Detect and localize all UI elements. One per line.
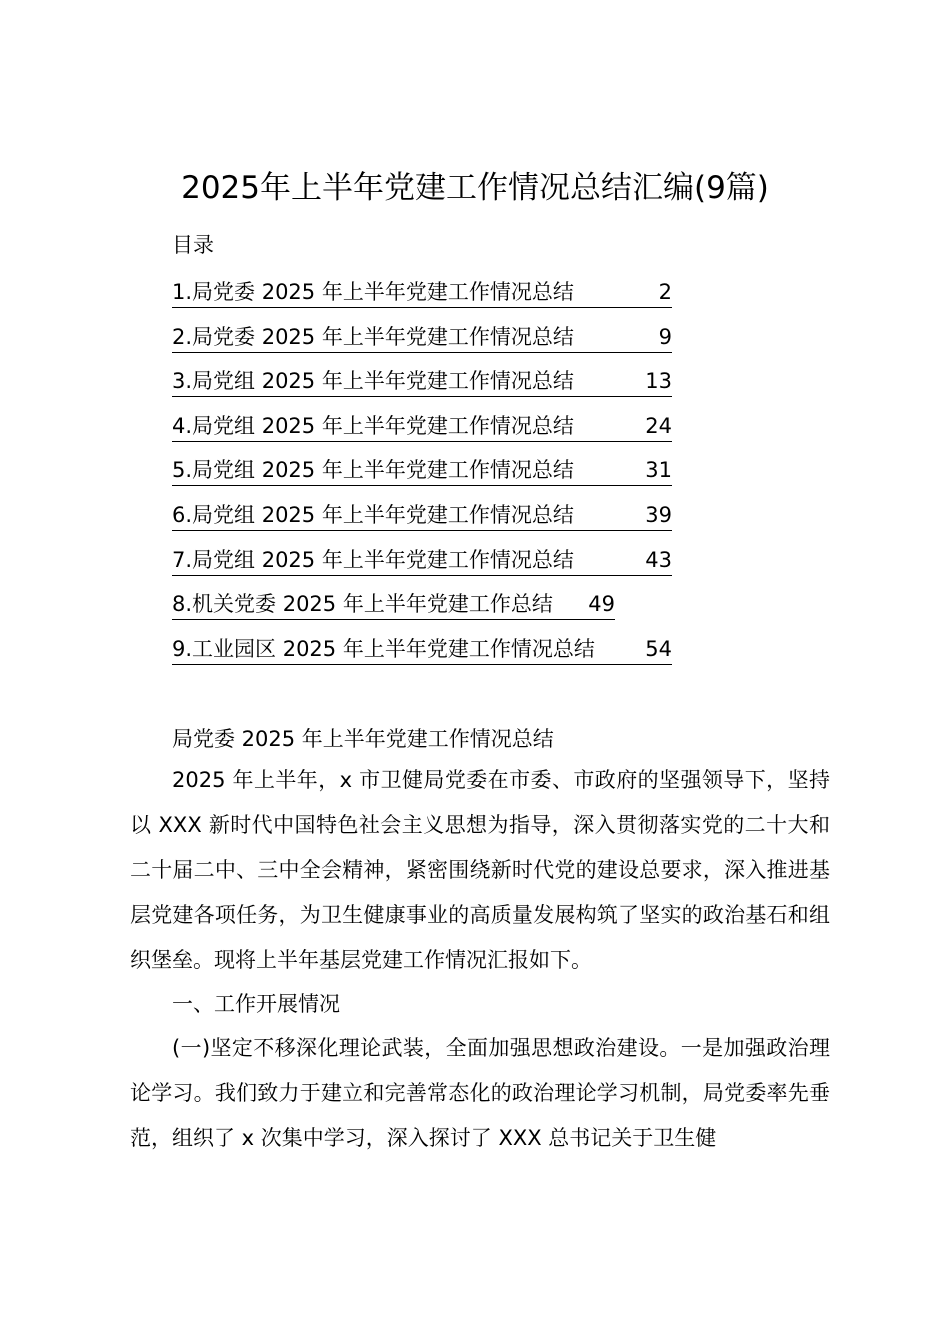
toc-entry-7: [172, 544, 672, 589]
toc-entry-page: 39: [645, 502, 672, 527]
body-paragraph-2: (一)坚定不移深化理论武装，全面加强思想政治建设。一是加强政治理论学习。我们致力于建立和完善常态化的政治理论学习机制，局党委率先垂范，组织了 x 次集中学习，深入探讨了 XXX 总书记关于卫生健: [130, 1036, 830, 1150]
toc-entry-page: 49: [588, 592, 615, 617]
toc-entry-9: [172, 633, 672, 678]
toc-entry-8: [172, 588, 672, 633]
toc-link-2[interactable]: [172, 322, 672, 353]
toc-link-7[interactable]: [172, 545, 672, 576]
toc-entry-title: 8.机关党委 2025 年上半年党建工作总结: [172, 592, 553, 617]
toc-entry-4: [172, 410, 672, 455]
body-paragraph-1: 2025 年上半年，x 市卫健局党委在市委、市政府的坚强领导下，坚持以 XXX 新时代中国特色社会主义思想为指导，深入贯彻落实党的二十大和二十届二中、三中全会精神，紧密围绕新时代党的建设总要求，深入推进基层党建各项任务，为卫生健康事业的高质量发展构筑了坚实的政治基石和组织堡垒。现将上半年基层党建工作情况汇报如下。: [130, 768, 830, 972]
toc-entry-1: [172, 276, 672, 321]
toc-entry-page: 24: [645, 413, 672, 438]
toc-entry-title: 5.局党组 2025 年上半年党建工作情况总结: [172, 458, 574, 483]
article-heading: 局党委 2025 年上半年党建工作情况总结: [172, 727, 554, 751]
toc-entry-title: 7.局党组 2025 年上半年党建工作情况总结: [172, 547, 574, 572]
toc-link-4[interactable]: [172, 411, 672, 442]
toc-entry-page: 54: [645, 636, 672, 661]
toc-entry-page: 31: [645, 458, 672, 483]
document-title: 2025年上半年党建工作情况总结汇编(9篇): [181, 170, 769, 206]
toc-entry-page: 2: [658, 280, 672, 304]
toc-entry-page: 9: [658, 324, 672, 349]
toc-entry-title: 9.工业园区 2025 年上半年党建工作情况总结: [172, 636, 595, 661]
toc-entry-title: 6.局党组 2025 年上半年党建工作情况总结: [172, 502, 574, 527]
toc-link-3[interactable]: [172, 366, 672, 397]
toc-entry-title: 3.局党组 2025 年上半年党建工作情况总结: [172, 369, 574, 394]
toc-link-1[interactable]: [172, 277, 672, 308]
section-heading-1: 一、工作开展情况: [172, 992, 340, 1016]
toc-link-6[interactable]: [172, 500, 672, 531]
toc-entry-title: 1.局党委 2025 年上半年党建工作情况总结: [172, 280, 574, 304]
toc-entry-2: [172, 321, 672, 366]
toc-heading: 目录: [172, 233, 214, 257]
toc-entry-6: [172, 499, 672, 544]
toc-link-5[interactable]: [172, 455, 672, 486]
table-of-contents: [172, 276, 672, 677]
toc-entry-title: 4.局党组 2025 年上半年党建工作情况总结: [172, 413, 574, 438]
toc-entry-page: 43: [645, 547, 672, 572]
toc-link-8[interactable]: [172, 589, 615, 620]
toc-entry-3: [172, 365, 672, 410]
toc-link-9[interactable]: [172, 634, 672, 665]
toc-entry-page: 13: [645, 369, 672, 394]
toc-entry-title: 2.局党委 2025 年上半年党建工作情况总结: [172, 324, 574, 349]
toc-entry-5: [172, 454, 672, 499]
